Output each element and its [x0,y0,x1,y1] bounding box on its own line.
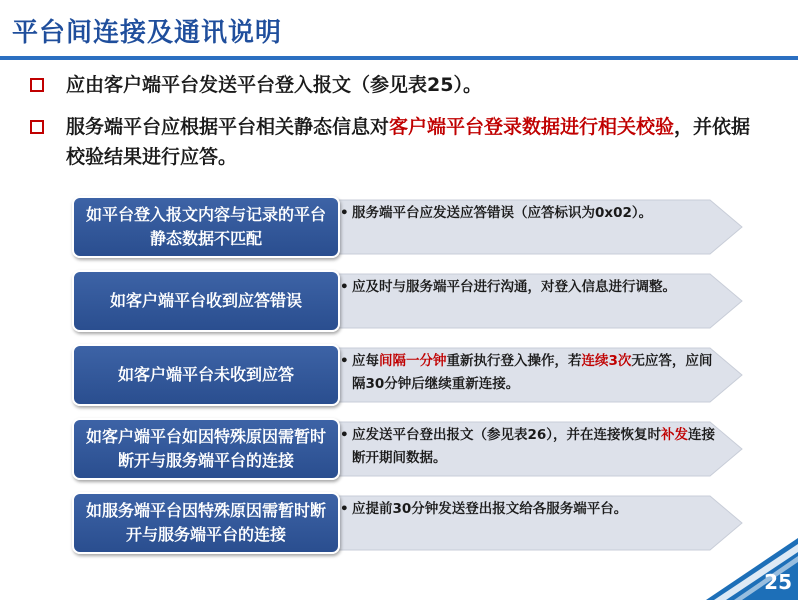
condition-box: 如客户端平台收到应答错误 [72,270,340,332]
condition-box: 如客户端平台如因特殊原因需暂时断开与服务端平台的连接 [72,418,340,480]
condition-box: 如客户端平台未收到应答 [72,344,340,406]
table-row [72,268,748,334]
bullet-text: 服务端平台应根据平台相关静态信息对客户端平台登录数据进行相关校验，并依据校验结果进行应答。 [66,116,751,168]
slide-title: 平台间连接及通讯说明 [12,18,283,48]
title-underline [0,56,798,60]
response-text: • 应发送平台登出报文（参见表26），并在连接恢复时补发连接断开期间数据。 [340,427,716,466]
condition-box: 如平台登入报文内容与记录的平台静态数据不匹配 [72,196,340,258]
square-bullet-icon [30,78,44,92]
response-text: • 应每间隔一分钟重新执行登入操作，若连续3次无应答，应间隔30分钟后继续重新连接。 [340,353,713,392]
table-row [72,490,748,556]
response-text: • 应提前30分钟发送登出报文给各服务端平台。 [340,501,628,517]
bullet-text: 应由客户端平台发送平台登入报文（参见表25）。 [66,74,482,96]
response-text: • 应及时与服务端平台进行沟通，对登入信息进行调整。 [340,279,676,295]
square-bullet-icon [30,120,44,134]
table-row [72,194,748,260]
table-row [72,416,748,482]
title-bar [0,0,798,58]
table-row [72,342,748,408]
response-text: • 服务端平台应发送应答错误（应答标识为0x02）。 [340,205,653,221]
condition-box: 如服务端平台因特殊原因需暂时断开与服务端平台的连接 [72,492,340,554]
page-number-badge [706,538,798,600]
page-number: 25 [764,570,792,594]
